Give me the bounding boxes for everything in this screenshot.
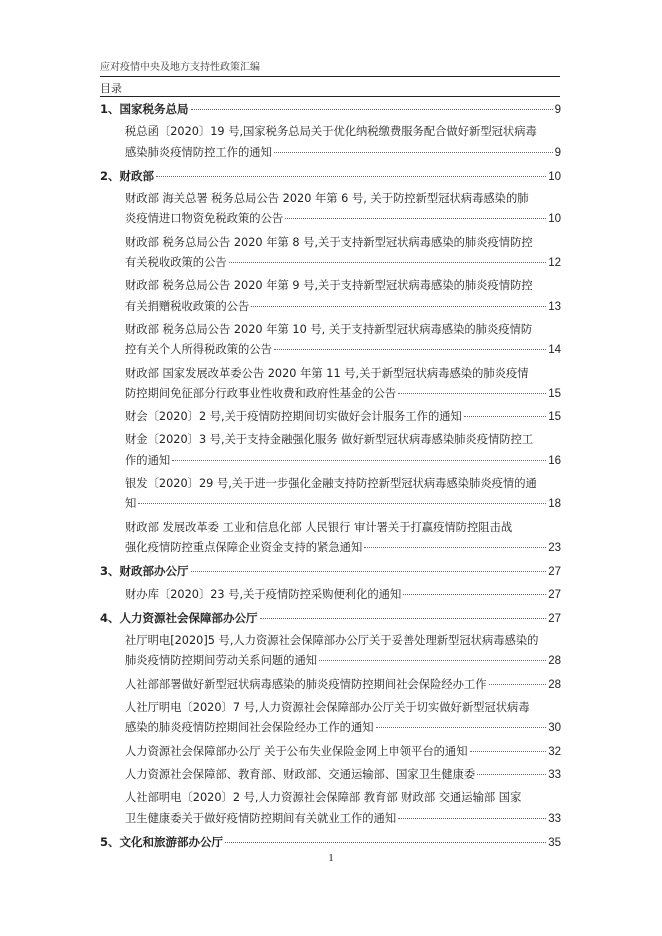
toc-entry-text: 财政部 税务总局公告 2020 年第 8 号,关于支持新型冠状病毒感染的肺炎疫情防控 [125, 235, 533, 249]
toc-entry-line [125, 675, 561, 695]
toc-entry[interactable] [100, 122, 561, 163]
toc-entry-text: 肺炎疫情防控期间劳动关系问题的通知 [125, 654, 318, 668]
dot-leader [225, 841, 546, 843]
toc-entry-line [100, 608, 561, 628]
toc-entry-text: 卫生健康委关于做好疫情防控期间有关就业工作的通知 [125, 811, 397, 825]
toc-entry-line [125, 253, 561, 273]
toc-entry-line [125, 651, 561, 671]
dot-leader [470, 750, 547, 752]
toc-entry-text: 财办库〔2020〕23 号,关于疫情防控采购便利化的通知 [125, 587, 402, 601]
toc-entry-line [100, 166, 561, 186]
toc-entry-text: 5、文化和旅游部办公厅 [100, 834, 224, 849]
toc-entry-line [125, 384, 561, 404]
toc-entry-line [125, 474, 561, 494]
toc-entry-line [100, 99, 561, 119]
dot-leader [376, 726, 547, 728]
toc-page-number: 9 [554, 146, 561, 159]
toc-entry-text: 人力资源社会保障部办公厅 关于公布失业保险金网上申领平台的通知 [125, 744, 468, 758]
toc-entry-text: 强化疫情防控重点保障企业资金支持的紧急通知 [125, 540, 363, 554]
dot-leader [156, 175, 546, 177]
page-number: 1 [328, 852, 334, 864]
toc-entry[interactable] [100, 276, 561, 317]
toc-entry-text: 有关捐赠税收政策的公告 [125, 299, 250, 313]
toc-page-number: 27 [548, 566, 561, 579]
toc-entry-text: 知 [125, 497, 137, 511]
toc-section-entry[interactable] [100, 561, 561, 581]
header-rule [100, 76, 560, 77]
toc-page-number: 27 [548, 612, 561, 625]
toc-entry-line [125, 742, 561, 762]
toc-section-entry[interactable] [100, 608, 561, 628]
dot-leader [260, 617, 547, 619]
dot-leader [364, 546, 546, 548]
toc-entry-text: 银发〔2020〕29 号,关于进一步强化金融支持防控新型冠状病毒感染肺炎疫情的通 [125, 477, 537, 491]
dot-leader [398, 817, 546, 819]
toc-entry-text: 人社部部署做好新型冠状病毒感染的肺炎疫情防控期间社会保险经办工作 [125, 677, 487, 691]
toc-page-number: 15 [548, 411, 561, 424]
toc-entry[interactable] [100, 742, 561, 762]
toc-section-entry[interactable] [100, 832, 561, 852]
toc-title: 目录 [100, 82, 122, 95]
toc-entry[interactable] [100, 474, 561, 515]
toc-entry-line [125, 340, 561, 360]
toc-entry-line [125, 518, 561, 538]
dot-leader [274, 151, 553, 153]
toc-page-number: 28 [548, 678, 561, 691]
toc-page-number: 12 [548, 257, 561, 270]
toc-entry-text: 财政部 税务总局公告 2020 年第 9 号,关于支持新型冠状病毒感染的肺炎疫情防控 [125, 279, 533, 293]
toc-entry-line [125, 451, 561, 471]
toc-entry[interactable] [100, 189, 561, 230]
toc-page-number: 23 [548, 541, 561, 554]
dot-leader [285, 217, 546, 219]
table-of-contents [100, 96, 561, 852]
toc-entry-text: 财金〔2020〕3 号,关于支持金融强化服务 做好新型冠状病毒感染肺炎疫情防控工 [125, 433, 534, 447]
running-header: 应对疫情中央及地方支持性政策汇编 [100, 62, 260, 73]
toc-entry[interactable] [100, 788, 561, 829]
dot-leader [251, 305, 546, 307]
toc-page-number: 27 [548, 588, 561, 601]
dot-leader [138, 502, 546, 504]
toc-entry-line [125, 788, 561, 808]
toc-entry-text: 税总函〔2020〕19 号,国家税务总局关于优化纳税缴费服务配合做好新型冠状病毒 [125, 125, 537, 139]
toc-entry-line [125, 143, 561, 163]
toc-entry-line [125, 233, 561, 253]
toc-entry-text: 财政部 海关总署 税务总局公告 2020 年第 6 号, 关于防控新型冠状病毒感染的肺 [125, 192, 529, 206]
toc-page-number: 14 [548, 344, 561, 357]
toc-entry-text: 炎疫情进口物资免税政策的公告 [125, 212, 284, 226]
toc-entry[interactable] [100, 675, 561, 695]
toc-page-number: 16 [548, 454, 561, 467]
toc-entry[interactable] [100, 364, 561, 405]
toc-page-number: 35 [548, 836, 561, 849]
toc-entry-text: 防控期间免征部分行政事业性收费和政府性基金的公告 [125, 386, 397, 400]
toc-page-number: 28 [548, 655, 561, 668]
toc-entry[interactable] [100, 320, 561, 361]
toc-entry-text: 感染的肺炎疫情防控期间社会保险经办工作的通知 [125, 721, 374, 735]
dot-leader [398, 392, 546, 394]
toc-page-number: 15 [548, 387, 561, 400]
toc-entry-text: 作的通知 [125, 453, 171, 467]
toc-entry-text: 财会〔2020〕2 号,关于疫情防控期间切实做好会计服务工作的通知 [125, 410, 462, 424]
dot-leader [172, 459, 546, 461]
toc-entry-line [125, 430, 561, 450]
toc-entry-text: 4、人力资源社会保障部办公厅 [100, 610, 258, 625]
dot-leader [191, 108, 553, 110]
toc-entry-text: 人社部明电〔2020〕2 号,人力资源社会保障部 教育部 财政部 交通运输部 国家 [125, 791, 522, 805]
toc-entry[interactable] [100, 407, 561, 427]
toc-entry-line [125, 698, 561, 718]
toc-entry-line [125, 585, 561, 605]
toc-entry-line [125, 718, 561, 738]
toc-entry-text: 1、国家税务总局 [100, 102, 189, 116]
toc-entry-line [125, 320, 561, 340]
toc-entry-text: 财政部 国家发展改革委公告 2020 年第 11 号,关于新型冠状病毒感染的肺炎疫情 [125, 366, 529, 380]
dot-leader [403, 593, 546, 595]
toc-entry-line [125, 276, 561, 296]
toc-section-entry[interactable] [100, 99, 561, 119]
toc-entry[interactable] [100, 765, 561, 785]
toc-entry[interactable] [100, 631, 561, 672]
toc-page-number: 18 [548, 498, 561, 511]
toc-entry-line [125, 122, 561, 142]
toc-page-number: 13 [548, 300, 561, 313]
toc-entry[interactable] [100, 585, 561, 605]
toc-entry-text: 有关税收政策的公告 [125, 256, 227, 270]
toc-entry-text: 财政部 发展改革委 工业和信息化部 人民银行 审计署关于打赢疫情防控阻击战 [125, 520, 513, 534]
toc-entry-line [125, 765, 561, 785]
toc-page-number: 10 [548, 213, 561, 226]
toc-entry-line [125, 494, 561, 514]
toc-page-number: 33 [548, 768, 561, 781]
toc-entry-line [125, 297, 561, 317]
toc-entry-line [125, 538, 561, 558]
toc-entry-text: 人社厅明电〔2020〕7 号,人力资源社会保障部办公厅关于切实做好新型冠状病毒 [125, 701, 530, 715]
toc-entry-text: 社厅明电[2020]5 号,人力资源社会保障部办公厅关于妥善处理新型冠状病毒感染的 [125, 634, 539, 648]
dot-leader [477, 773, 546, 775]
dot-leader [319, 659, 546, 661]
toc-entry[interactable] [100, 233, 561, 274]
toc-entry-line [125, 809, 561, 829]
toc-entry-line [125, 189, 561, 209]
toc-entry[interactable] [100, 518, 561, 559]
toc-entry-line [100, 561, 561, 581]
toc-entry-line [125, 631, 561, 651]
dot-leader [229, 261, 547, 263]
toc-entry-line [125, 407, 561, 427]
toc-entry[interactable] [100, 430, 561, 471]
toc-entry-text: 人力资源社会保障部、教育部、财政部、交通运输部、国家卫生健康委 [125, 767, 476, 781]
toc-entry-line [125, 209, 561, 229]
toc-entry-text: 控有关个人所得税政策的公告 [125, 343, 272, 357]
toc-entry-line [125, 364, 561, 384]
dot-leader [191, 570, 547, 572]
toc-entry-text: 财政部 税务总局公告 2020 年第 10 号, 关于支持新型冠状病毒感染的肺炎疫情防 [125, 322, 533, 336]
toc-page-number: 32 [548, 745, 561, 758]
dot-leader [274, 348, 546, 350]
toc-entry-text: 3、财政部办公厅 [100, 564, 189, 579]
toc-entry-text: 感染肺炎疫情防控工作的通知 [125, 145, 272, 159]
toc-section-entry[interactable] [100, 166, 561, 186]
toc-page-number: 30 [548, 722, 561, 735]
toc-entry-text: 2、财政部 [100, 168, 155, 183]
toc-page-number: 9 [554, 104, 561, 116]
dot-leader [489, 683, 547, 685]
toc-page-number: 10 [548, 170, 561, 183]
toc-page-number: 33 [548, 812, 561, 825]
dot-leader [464, 415, 546, 417]
toc-entry-line [100, 832, 561, 852]
toc-entry[interactable] [100, 698, 561, 739]
